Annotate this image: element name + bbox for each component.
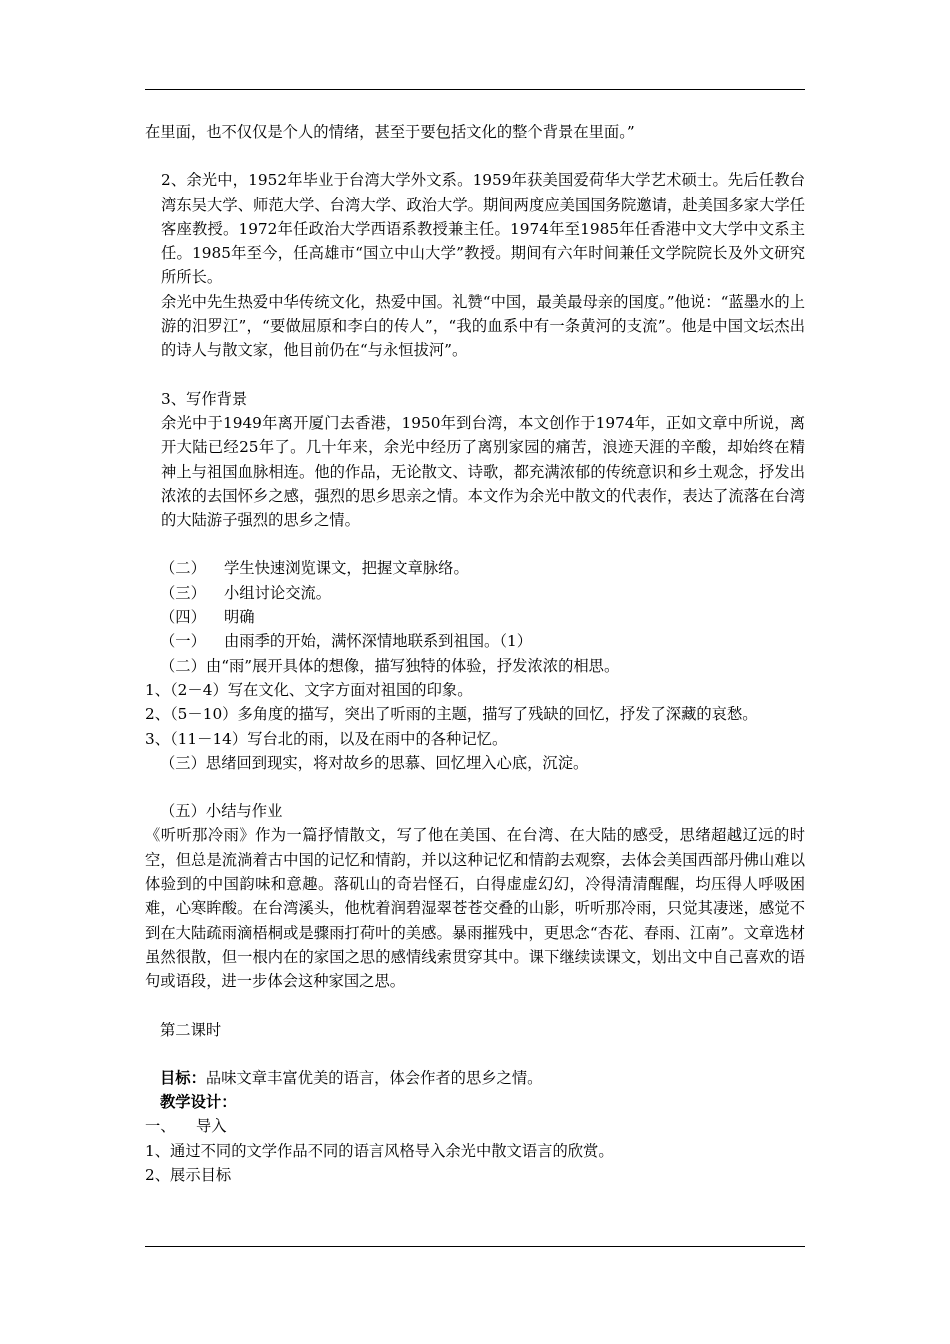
list-number: 一、 bbox=[145, 1117, 176, 1136]
list-text: 由雨季的开始，满怀深情地联系到祖国。（1） bbox=[224, 632, 533, 651]
list-item-intro-1: 1、通过不同的文学作品不同的语言风格导入余光中散文语言的欣赏。 bbox=[145, 1141, 614, 1160]
list-number: （二） bbox=[160, 559, 206, 578]
paragraph-author-bio: 2、余光中，1952年毕业于台湾大学外文系。1959年获美国爱荷华大学艺术硕士。先后任教台湾东吴大学、师范大学、台湾大学、政治大学。期间两度应美国国务院邀请，赴美国多家大学任客座教授。1972年任政治大学西语系教授兼主任。1974年至1985年任香港中文大学中文系主任。1985年至今，任高雄市“国立中山大学”教授。期间有六年时间兼任文学院院长及外文研究所所长。 bbox=[161, 171, 805, 287]
list-text: 明确 bbox=[224, 608, 255, 627]
paragraph-continuation: 在里面，也不仅仅是个人的情绪，甚至于要包括文化的整个背景在里面。” bbox=[145, 123, 635, 141]
list-text: 小组讨论交流。 bbox=[224, 583, 332, 602]
heading-writing-background: 3、写作背景 bbox=[161, 389, 248, 408]
list-item-discuss bbox=[145, 581, 805, 605]
list-item-part-three: （三）思绪回到现实，将对故乡的思慕、回忆埋入心底，沉淀。 bbox=[160, 753, 589, 772]
paragraph-author-love: 余光中先生热爱中华传统文化，热爱中国。礼赞“中国，最美最母亲的国度。”他说：“蓝墨水的上游的汨罗江”，“要做屈原和李白的传人”，“我的血系中有一条黄河的支流”。他是中国文坛杰出的诗人与散文家，他目前仍在“与永恒拔河”。 bbox=[161, 292, 805, 360]
list-number: （三） bbox=[160, 583, 206, 602]
goal-label: 目标： bbox=[160, 1068, 206, 1087]
list-item-sub-2: 2、（5－10）多角度的描写，突出了听雨的主题，描写了残缺的回忆，抒发了深藏的哀愁。 bbox=[145, 705, 758, 724]
list-number: （一） bbox=[160, 632, 206, 651]
list-item-part-one bbox=[145, 629, 805, 653]
paragraph-summary: 《听听那冷雨》作为一篇抒情散文，写了他在美国、在台湾、在大陆的感受，思绪超越辽远的时空，但总是流淌着古中国的记忆和情韵，并以这种记忆和情韵去观察，去体会美国西部丹佛山难以体验到的中国韵味和意趣。落矶山的奇岩怪石，白得虚虚幻幻，冷得清清醒醒，均压得人呼吸困难，心寒眸酸。在台湾溪头，他枕着润碧湿翠苍苍交叠的山影，听听那冷雨，只觉其凄迷，感觉不到在大陆疏雨滴梧桐或是骤雨打荷叶的美感。暴雨摧残中，更思念“杏花、春雨、江南”。文章选材虽然很散，但一根内在的家国之思的感情线索贯穿其中。课下继续读课文，划出文中自己喜欢的语句或语段，进一步体会这种家国之思。 bbox=[145, 826, 805, 991]
goal-line bbox=[145, 1066, 805, 1090]
list-item-intro bbox=[145, 1114, 805, 1138]
list-number: （四） bbox=[160, 608, 206, 627]
paragraph-writing-background: 余光中于1949年离开厦门去香港，1950年到台湾，本文创作于1974年，正如文章中所说，离开大陆已经25年了。几十年来，余光中经历了离别家园的痛苦，浪迹天涯的辛酸，却始终在精神上与祖国血脉相连。他的作品，无论散文、诗歌，都充满浓郁的传统意识和乡土观念，抒发出浓浓的去国怀乡之感，强烈的思乡思亲之情。本文作为余光中散文的代表作，表达了流落在台湾的大陆游子强烈的思乡之情。 bbox=[161, 413, 805, 530]
list-text: 学生快速浏览课文，把握文章脉络。 bbox=[224, 559, 469, 578]
list-item-intro-2: 2、展示目标 bbox=[145, 1165, 232, 1184]
header-rule bbox=[145, 89, 805, 90]
footer-rule bbox=[145, 1246, 805, 1247]
document-body bbox=[145, 120, 805, 1187]
goal-text: 品味文章丰富优美的语言，体会作者的思乡之情。 bbox=[205, 1068, 543, 1087]
list-text: 导入 bbox=[196, 1117, 227, 1136]
heading-second-lesson: 第二课时 bbox=[160, 1020, 222, 1039]
list-item-part-two: （二）由“雨”展开具体的想像，描写独特的体验，抒发浓浓的相思。 bbox=[160, 656, 620, 675]
list-item-skim bbox=[145, 556, 805, 580]
design-label: 教学设计： bbox=[160, 1093, 237, 1112]
list-item-clarify bbox=[145, 605, 805, 629]
heading-summary: （五）小结与作业 bbox=[160, 802, 283, 821]
list-item-sub-3: 3、（11－14）写台北的雨，以及在雨中的各种记忆。 bbox=[145, 729, 508, 748]
list-item-sub-1: 1、（2－4）写在文化、文字方面对祖国的印象。 bbox=[145, 680, 473, 699]
